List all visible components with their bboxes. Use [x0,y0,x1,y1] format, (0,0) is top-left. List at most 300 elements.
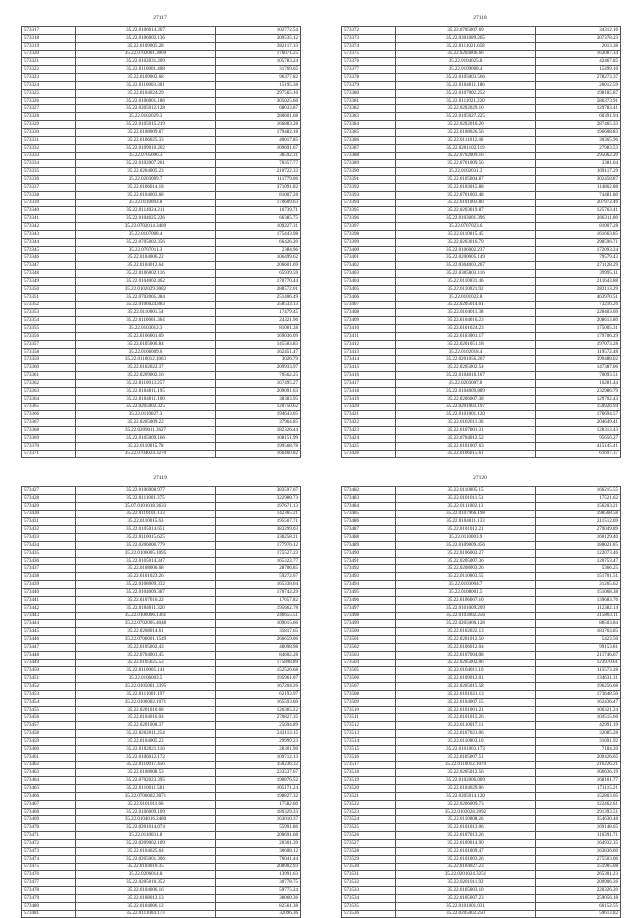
row-id-cell: 573513 [342,730,396,738]
value-cell: 59775.24 [216,887,301,895]
cadastral-number-cell: 35.22.0702005.384 [76,293,216,301]
table-row [22,738,301,746]
value-cell: 28301.96 [216,745,301,753]
table-row [22,832,301,840]
row-id-cell: 573394 [342,199,396,207]
row-id-cell: 573317 [22,27,76,35]
cadastral-number-cell: 35.22.0205002.06 [396,659,536,667]
cadastral-number-cell: 35.22.0104011.38 [396,309,536,317]
table-row [22,270,301,278]
cadastral-number-cell: 35.22.0106005.1095 [76,549,216,557]
table-row [342,667,621,675]
row-id-cell: 573534 [342,894,396,902]
table-row [342,910,621,918]
value-cell: 171115.21 [536,785,621,793]
value-cell: 198185.87 [536,89,621,97]
row-id-cell: 573403 [342,270,396,278]
table-row [342,121,621,129]
cadastral-number-cell: 35.22.0103001.396 [396,215,536,223]
cadastral-number-cell: 35.22.0104011.100 [76,395,216,403]
value-cell: 209933.97 [216,364,301,372]
cadastral-number-cell: 35.22.0104007.15 [396,698,536,706]
table-row [342,494,621,502]
row-id-cell: 573508 [342,690,396,698]
value-cell: 31691.92 [536,738,621,746]
value-cell: 30365.96 [536,136,621,144]
cadastral-number-cell: 35.22.0110003.9 [396,534,536,542]
row-id-cell: 573460 [22,745,76,753]
value-cell: 211643.88 [536,278,621,286]
table-row [22,42,301,50]
value-cell: 59613.82 [536,910,621,918]
row-id-cell: 573515 [342,745,396,753]
row-id-cell: 573497 [342,604,396,612]
value-cell: 371091.82 [216,183,301,191]
table-row [342,332,621,340]
value-cell: 209091.63 [216,387,301,395]
table-row [342,168,621,176]
row-id-cell: 573363 [22,387,76,395]
page-27119 [12,462,308,917]
cadastral-number-cell: 35.22.0106009.109 [76,808,216,816]
value-cell: 61697.37 [536,450,621,458]
table-row [22,565,301,573]
cadastral-number-cell: 35.22.0104006.12 [76,902,216,910]
cadastral-number-cell: 35.22.0208003.26 [396,565,536,573]
cadastral-number-cell: 35.22.0110003.55 [396,573,536,581]
row-id-cell: 573325 [22,89,76,97]
cadastral-number-cell: 35.22.0104005.22 [76,738,216,746]
table-row [342,262,621,270]
cadastral-number-cell: 35.22.0203007.8 [396,379,536,387]
table-row [342,628,621,636]
row-id-cell: 573447 [22,643,76,651]
row-id-cell: 573493 [342,573,396,581]
row-id-cell: 573477 [22,879,76,887]
cadastral-number-cell: 35.22.0106001.69 [76,332,216,340]
table-row [22,722,301,730]
row-id-cell: 573393 [342,191,396,199]
value-cell: 62193.97 [216,690,301,698]
table-row [342,97,621,105]
value-cell: 196608.83 [536,128,621,136]
row-id-cell: 573512 [342,722,396,730]
value-cell: 17521.62 [536,494,621,502]
row-id-cell: 573464 [22,777,76,785]
value-cell: 165338.04 [216,581,301,589]
row-id-cell: 573384 [342,121,396,129]
row-id-cell: 573473 [22,847,76,855]
table-row [342,317,621,325]
table-row [22,863,301,871]
value-cell: 167204.26 [216,683,301,691]
value-cell: 17582.60 [216,800,301,808]
row-id-cell: 573432 [22,526,76,534]
row-id-cell: 573333 [22,152,76,160]
table-row [22,387,301,395]
value-cell: 25694.89 [216,722,301,730]
cadastral-number-cell: 35.22.0104025.8 [396,58,536,66]
cadastral-number-cell: 35.22.0110031.46 [396,278,536,286]
value-cell: 120753.47 [536,557,621,565]
table-row [22,372,301,380]
cadastral-number-cell: 35.22.0305003.116 [396,270,536,278]
cadastral-number-cell: 35.22.0109008.4 [396,66,536,74]
cadastral-number-cell: 35.22.0110012.1063 [76,356,216,364]
cadastral-number-cell: 35.22.0205002.325 [76,403,216,411]
table-row [342,270,621,278]
value-cell: 129702.43 [536,395,621,403]
cadastral-number-cell: 35.22.0104016.2480 [76,816,216,824]
value-cell: 115573.28 [536,667,621,675]
value-cell: 211746.67 [536,651,621,659]
table-row [22,395,301,403]
value-cell: 139683.76 [536,596,621,604]
table-row [342,596,621,604]
cadastral-number-cell: 35.22.0704001.45 [76,651,216,659]
value-cell: 31265.62 [536,581,621,589]
table-row [342,105,621,113]
cadastral-number-cell: 35.22.0202010.20 [396,121,536,129]
table-row [342,902,621,910]
table-row [22,502,301,510]
value-cell: 163087.34 [536,50,621,58]
table-row [342,761,621,769]
row-id-cell: 573476 [22,871,76,879]
value-cell: 79579.43 [536,254,621,262]
table-row [342,698,621,706]
cadastral-number-cell: 35.22.0107001.31 [396,427,536,435]
row-id-cell: 573421 [342,411,396,419]
table-row [22,534,301,542]
cadastral-number-cell: 35.22.0104011.10 [396,667,536,675]
cadastral-number-cell: 35.22.0201051.18 [396,340,536,348]
cadastral-number-cell: 35.22.0205009.22 [76,419,216,427]
value-cell: 208902.93 [216,863,301,871]
value-cell: 298596.71 [536,238,621,246]
cadastral-number-cell: 35.22.0105007.23 [396,894,536,902]
cadastral-number-cell: 35.22.0104025.64 [76,847,216,855]
value-cell: 283113.29 [536,285,621,293]
cadastral-number-cell: 35.22.0704024.3270 [76,450,216,458]
cadastral-number-cell: 35.22.0106014.207 [76,27,216,35]
cadastral-number-cell: 35.22.0204005.23 [76,168,216,176]
table-row [22,89,301,97]
table-row [22,364,301,372]
table-row [342,136,621,144]
table-row [22,675,301,683]
table-row [342,434,621,442]
cadastral-number-cell: 35.22.0106007.10 [396,596,536,604]
table-row [22,808,301,816]
row-id-cell: 573510 [342,706,396,714]
value-cell: 188021.85 [536,541,621,549]
value-cell: 2013.38 [536,42,621,50]
cadastral-number-cell: 35.22.0111021.220 [396,97,536,105]
table-row [22,745,301,753]
table-row [342,612,621,620]
cadastral-number-cell: 35.22.0304003.267 [396,262,536,270]
row-id-cell: 573452 [22,683,76,691]
cadastral-number-cell: 35.22.0103001.17 [396,332,536,340]
table-row [22,450,301,458]
value-cell: 119572.48 [536,348,621,356]
table-row [22,301,301,309]
table-row [22,526,301,534]
row-id-cell: 573334 [22,160,76,168]
cadastral-number-cell: 35.22.0105015.219 [76,121,216,129]
cadastral-number-cell: 35.22.0204006.66 [396,50,536,58]
cadastral-number-cell: 35.22.0102021.116 [76,745,216,753]
table-row [22,518,301,526]
cadastral-number-cell: 35.22.0203016.79 [396,238,536,246]
cadastral-number-cell: 35.22.0104011.133 [396,518,536,526]
value-cell: 128313.43 [536,427,621,435]
row-id-cell: 573328 [22,113,76,121]
row-id-cell: 573469 [22,816,76,824]
cadastral-number-cell: 35.22.0106009.6 [76,348,216,356]
value-cell: 210722.33 [216,168,301,176]
cadastral-number-cell: 35.22.0102028.2092 [396,808,536,816]
table-row [342,364,621,372]
value-cell: 109691.67 [216,144,301,152]
value-cell: 66426.20 [216,238,301,246]
table-row [22,588,301,596]
row-id-cell: 573499 [342,620,396,628]
cadastral-number-cell: 35.22.0104010.35 [76,863,216,871]
cadastral-number-cell: 35.22.0104012.64 [76,262,216,270]
cadastral-number-cell: 35.22.0105003.566 [396,74,536,82]
cadastral-number-cell: 35.22.0705006.3 [76,152,216,160]
value-cell: 105783.24 [216,58,301,66]
cadastral-number-cell: 35.22.0101024.23 [396,325,536,333]
table-row [342,753,621,761]
cadastral-number-cell: 35.22.0101001.21 [396,706,536,714]
row-id-cell: 573320 [22,50,76,58]
value-cell: 27983.53 [536,144,621,152]
row-id-cell: 573408 [342,309,396,317]
row-id-cell: 573423 [342,427,396,435]
row-id-cell: 573468 [22,808,76,816]
table-row [342,832,621,840]
cadastral-number-cell: 35.22.0206014.8 [76,871,216,879]
table-row [22,620,301,628]
row-id-cell: 573533 [342,887,396,895]
value-cell: 106499.62 [216,254,301,262]
parcel-table [341,486,621,918]
cadastral-number-cell: 35.22.0205002.250 [396,910,536,918]
value-cell: 151701.51 [536,573,621,581]
cadastral-number-cell: 35.22.0110001.408 [76,66,216,74]
table-row [342,34,621,42]
cadastral-number-cell: 35.22.0111002.13 [396,502,536,510]
table-row [342,738,621,746]
table-row [22,690,301,698]
cadastral-number-cell: 35.22.0206009.73 [396,800,536,808]
cadastral-number-cell: 35.22.0102031.209 [76,58,216,66]
cadastral-number-cell: 35.22.0105002.43 [76,643,216,651]
value-cell: 173648.50 [536,690,621,698]
value-cell: 116391.71 [536,832,621,840]
row-id-cell: 573443 [22,612,76,620]
cadastral-number-cell: 35.22.0103004.7 [396,581,536,589]
row-id-cell: 573357 [22,340,76,348]
table-row [342,487,621,495]
value-cell: 383597.67 [216,487,301,495]
row-id-cell: 573359 [22,356,76,364]
table-row [22,761,301,769]
value-cell: 166883.28 [216,121,301,129]
table-row [342,839,621,847]
cadastral-number-cell: 35.22.0102029.3082 [76,285,216,293]
row-id-cell: 573442 [22,604,76,612]
cadastral-number-cell: 35.22.0201012.50 [396,636,536,644]
value-cell: 198568.58 [536,510,621,518]
cadastral-number-cell: 35.22.0108006.68 [76,565,216,573]
value-cell: 108151.99 [216,434,301,442]
cadastral-number-cell: 35.22.0101012.21 [396,526,536,534]
row-id-cell: 573387 [342,144,396,152]
value-cell: 309535.12 [216,34,301,42]
row-id-cell: 573371 [22,450,76,458]
cadastral-number-cell: 35.22.0201024.3251 [396,871,536,879]
row-id-cell: 573347 [22,262,76,270]
table-row [342,643,621,651]
value-cell: 5366.25 [536,565,621,573]
row-id-cell: 573404 [342,278,396,286]
row-id-cell: 573386 [342,136,396,144]
value-cell: 166460.82 [216,450,301,458]
table-row [22,246,301,254]
row-id-cell: 573399 [342,238,396,246]
row-id-cell: 573530 [342,863,396,871]
row-id-cell: 573518 [342,769,396,777]
table-row [342,223,621,231]
row-id-cell: 573428 [22,494,76,502]
table-row [22,494,301,502]
row-id-cell: 573526 [342,832,396,840]
row-id-cell: 573471 [22,832,76,840]
value-cell: 84602.28 [216,651,301,659]
page-27118 [332,2,628,457]
value-cell: 32096.36 [216,910,301,918]
cadastral-number-cell: 35.22.0104025.226 [76,215,216,223]
table-row [342,714,621,722]
cadastral-number-cell: 35.22.0110015.45 [396,230,536,238]
table-row [342,706,621,714]
table-row [22,604,301,612]
table-row [342,769,621,777]
value-cell: 297565.16 [216,89,301,97]
table-row [22,105,301,113]
value-cell: 170609.63 [216,199,301,207]
value-cell: 383299.03 [216,526,301,534]
value-cell: 102772.54 [216,27,301,35]
page-number: 27118 [473,15,487,21]
value-cell: 259056.18 [536,894,621,902]
row-id-cell: 573446 [22,636,76,644]
cadastral-number-cell: 35.22.0102029.3 [76,113,216,121]
cadastral-number-cell: 35.22.0102007.261 [76,160,216,168]
row-id-cell: 573364 [22,395,76,403]
cadastral-number-cell: 35.22.0705002.356 [76,238,216,246]
row-id-cell: 573461 [22,753,76,761]
value-cell: 5423.50 [536,636,621,644]
table-row [22,348,301,356]
row-id-cell: 573326 [22,97,76,105]
cadastral-number-cell: 35.22.0101001.120 [396,411,536,419]
table-row [342,871,621,879]
value-cell: 167495.27 [216,379,301,387]
row-id-cell: 573438 [22,573,76,581]
row-id-cell: 573522 [342,800,396,808]
row-id-cell: 573416 [342,372,396,380]
table-row [342,683,621,691]
value-cell: 35817.65 [216,628,301,636]
value-cell: 189329.33 [216,808,301,816]
value-cell: 176071.25 [216,50,301,58]
cadastral-number-cell: 35.22.0701003.48 [396,191,536,199]
cadastral-number-cell: 35.22.0104024.29 [76,89,216,97]
table-row [22,128,301,136]
value-cell: 169148.65 [536,824,621,832]
cadastral-number-cell: 35.22.0110101.133 [76,510,216,518]
table-row [22,636,301,644]
table-row [22,81,301,89]
row-id-cell: 573323 [22,74,76,82]
table-row [342,887,621,895]
table-row [342,777,621,785]
cadastral-number-cell: 35.22.0107966.198 [396,510,536,518]
table-row [22,215,301,223]
row-id-cell: 573337 [22,183,76,191]
table-row [22,839,301,847]
table-row [342,855,621,863]
value-cell: 169036.09 [216,332,301,340]
table-row [22,411,301,419]
row-id-cell: 573489 [342,541,396,549]
row-id-cell: 573381 [342,97,396,105]
table-row [22,698,301,706]
table-row [342,816,621,824]
table-row [22,847,301,855]
table-row [22,628,301,636]
cadastral-number-cell: 35.22.0706002.3071 [76,792,216,800]
cadastral-number-cell: 35.22.0105006.84 [76,340,216,348]
row-id-cell: 573344 [22,238,76,246]
cadastral-number-cell: 35.22.0106002.136 [76,34,216,42]
table-row [342,50,621,58]
value-cell: 354630.48 [536,816,621,824]
row-id-cell: 573335 [22,168,76,176]
value-cell: 34312.16 [536,27,621,35]
value-cell: 161663.85 [536,230,621,238]
value-cell: 150926.94 [536,403,621,411]
parcel-table [21,486,301,918]
row-id-cell: 573470 [22,824,76,832]
value-cell: 166215.55 [536,487,621,495]
value-cell: 163010.37 [216,816,301,824]
cadastral-number-cell: 35.22.0106003.5 [76,675,216,683]
cadastral-number-cell: 35.22.0101022.8 [396,293,536,301]
table-row [342,450,621,458]
cadastral-number-cell: 35.22.0105014.347 [76,557,216,565]
cadastral-number-cell: 35.22.0111004.173 [76,910,216,918]
value-cell: 275503.06 [536,855,621,863]
value-cell: 59272.67 [216,573,301,581]
table-row [22,113,301,121]
cadastral-number-cell: 35.22.0109005.28 [76,42,216,50]
